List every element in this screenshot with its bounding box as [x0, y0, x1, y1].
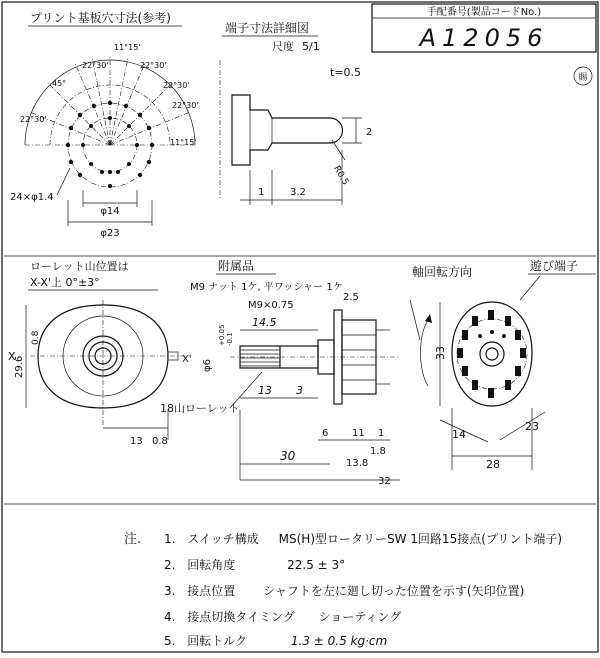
shaft-tolerance-minus: -0.1 — [226, 332, 234, 346]
side-view — [160, 259, 400, 487]
rotation-direction-label: 軸回転方向 — [412, 265, 473, 279]
accessory-list: M9 ナット 1ケ, 平ワッシャー 1ケ — [190, 282, 343, 293]
terminal-outline — [232, 95, 343, 165]
thickness-label: t=0.5 — [330, 66, 362, 79]
note-value: 22.5 ± 3° — [287, 558, 346, 572]
rear-height-dim: 33 — [434, 346, 447, 360]
note-item-2 — [164, 556, 345, 573]
front-width-dim: 13 — [130, 436, 143, 447]
nut-thickness-dim: 2.5 — [343, 292, 359, 303]
approval-seal — [574, 67, 592, 85]
scale-label: 尺度 — [272, 40, 294, 53]
title-block — [372, 4, 596, 52]
shaft-diameter-label: φ6 — [202, 359, 213, 372]
note-number: 4. — [164, 610, 176, 624]
title-block-header: 手配番号(製品コードNo.) — [426, 7, 542, 18]
angle-label-3: 22°30' — [140, 61, 167, 70]
terminal-view-title: 端子寸法詳細図 — [225, 21, 310, 35]
note-value: MS(H)型ロータリーSW 1回路15接点(プリント端子) — [278, 532, 563, 546]
outer-diameter-label: φ23 — [100, 228, 120, 239]
overall-length-dim: 32 — [378, 476, 391, 487]
rear-diagonal-dim: 23 — [525, 420, 539, 433]
inner-diameter-label: φ14 — [100, 206, 120, 217]
note-item-4 — [164, 608, 401, 625]
note-value: シャフトを左に廻し切った位置を示す(矢印位置) — [263, 584, 525, 598]
body-total-depth-dim: 13.8 — [346, 458, 369, 469]
shaft-flat-length-dim: 14.5 — [252, 316, 277, 329]
terminal-detail-view — [220, 20, 372, 205]
note-label: 回転トルク — [187, 634, 248, 648]
note-number: 3. — [164, 584, 176, 598]
knurl-note-line1: ローレット山位置は — [30, 260, 129, 273]
knurl-offset-length-dim: 3 — [296, 384, 303, 397]
note-item-5 — [164, 632, 387, 649]
angle-label-2: 22°30' — [82, 61, 109, 70]
angle-label-4: 22°30' — [163, 81, 190, 90]
note-label: 回転角度 — [187, 558, 236, 572]
rear-view — [410, 258, 596, 471]
body-depth-dim: 11 — [352, 428, 365, 439]
sheet-frame — [2, 2, 598, 652]
note-number: 5. — [164, 634, 176, 648]
scale-value: 5/1 — [302, 40, 320, 53]
product-code: A12056 — [419, 24, 549, 52]
angle-label-1: 11°15' — [114, 43, 141, 52]
rear-center-dim: 14 — [452, 428, 466, 441]
rear-terminals — [457, 310, 526, 398]
note-label: 接点位置 — [187, 584, 236, 598]
rear-width-dim: 28 — [486, 458, 500, 471]
hole-count-label: 24×φ1.4 — [10, 192, 54, 203]
knurl-length-dim: 13 — [258, 384, 272, 397]
angle-label-5: 22°30' — [172, 101, 199, 110]
terminal-step-dim: 1 — [258, 187, 265, 198]
angle-label-8: 11°15' — [170, 138, 197, 147]
approval-seal-text: 賜 — [578, 73, 588, 83]
terminal-length-dim: 3.2 — [290, 187, 306, 198]
knurl-offset-dim: 0.8 — [31, 330, 41, 345]
rear-plate-dim: 1 — [378, 428, 385, 439]
knurl-note-line2: X-X'上 0°±3° — [30, 276, 100, 289]
knurl-front-view — [8, 260, 185, 447]
terminal-pitch-dim: 1.8 — [370, 446, 386, 457]
knurl-lines — [240, 350, 280, 366]
notes-heading: 注. — [124, 532, 142, 547]
idle-terminal-label: 遊び端子 — [530, 259, 579, 273]
bushing-depth-dim: 6 — [322, 428, 329, 439]
note-item-3 — [164, 582, 524, 599]
pcb-hole-view — [10, 10, 199, 239]
terminal-radius-label: R0.5 — [331, 164, 351, 188]
front-tab-dim: 0.8 — [152, 436, 168, 447]
angle-label-6: 45° — [52, 79, 67, 88]
note-number: 1. — [164, 532, 176, 546]
thread-size-label: M9×0.75 — [248, 300, 294, 311]
pcb-view-title: プリント基板穴寸法(参考) — [30, 11, 171, 25]
section-x-prime: X' — [182, 354, 192, 365]
shaft-total-length-dim: 30 — [280, 449, 296, 463]
body-height-dim: 29.6 — [14, 355, 25, 378]
pcb-radial-lines — [25, 55, 195, 145]
knurl-count-label: 18山ローレット — [160, 402, 240, 415]
terminal-width-dim: 2 — [366, 127, 373, 138]
note-value: ショーティング — [318, 610, 402, 624]
note-value: 1.3 ± 0.5 kg·cm — [290, 634, 388, 648]
knurl-x-marker: X — [8, 350, 16, 363]
note-label: スイッチ構成 — [187, 532, 259, 546]
note-label: 接点切換タイミング — [187, 610, 295, 624]
note-item-1 — [164, 530, 562, 547]
shaft-tolerance-plus: +0.05 — [218, 324, 226, 346]
note-number: 2. — [164, 558, 176, 572]
angle-label-7: 22°30' — [20, 115, 47, 124]
accessory-title: 附属品 — [218, 259, 255, 273]
